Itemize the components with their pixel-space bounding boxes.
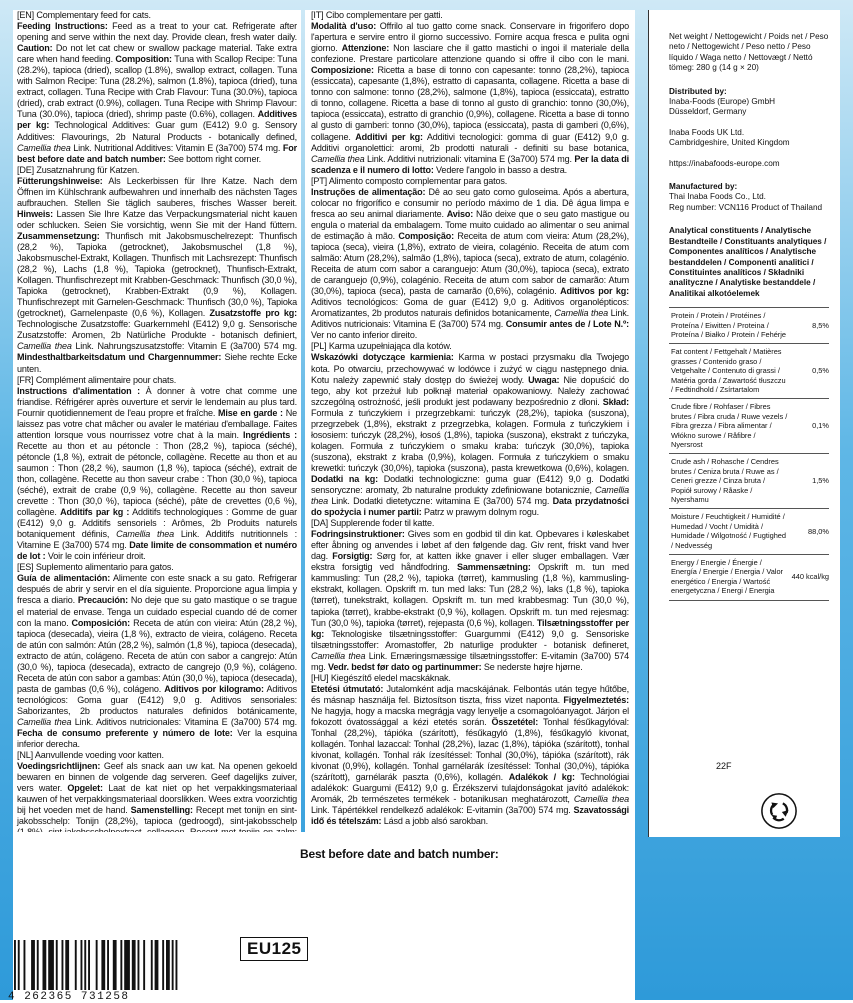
middle-paragraph [311,673,629,684]
text-run: Receita de atum com vieira: Atum (28,2%), tapioca (seca), vieira (1,8%), extrato de vieira, colagénio. Receita de atum com salmão: Atum (28,2%), salmão (1,8%), tapioca (seca), extrato de atum, colagénio. Receita de atum com sabor a caranguejo: Atum (30,0%), tapioca (seca), extrato de caranguejo (0,9%), colagénio. Receita de atum com sabor de camarão: Atum (30,0%), tapioca (seca), pasta de camarão (0,6%), colagénio. [311,230,629,297]
text-run: Karma w postaci przysmaku dla Twojego kota. Po otwarciu, przechowywać w lodówce i zużyć w ciągu następnego dnia. Kotu należy zapewnić stały dostęp do świeżej wody. [311,352,629,385]
eu-code-box: EU125 [240,937,308,961]
text-heading: Adalékok / kg: [508,772,575,783]
nutrient-label: Crude ash / Rohasche / Cendres brutes / Ceniza bruta / Ruwe as / Ceneri grezze / Cinza bruta / Popiół surowy / Råaske / Nyershamu [669,454,790,509]
text-run: [ES] Suplemento alimentario para gatos. [17,562,174,573]
text-run: Geef als snack aan uw kat. Na openen gekoeld bewaren en binnen de volgende dag serveren. Geef dagelijks zuiver, vers water. [17,761,297,794]
text-run: Dodatki technologiczne: guma guar (E412) 9,0 g. Dodatki sensoryczne: aromaty, 2b naturalne produkty zdefiniowane botanicznie, [311,473,629,496]
barcode-bar [162,940,164,990]
text-run: Aditivos tecnológicos: Goma guar (E412) 9,0 g. Aditivos sensoriales: Saborizantes, 2b productos naturales definidos botánicamente, [17,683,298,716]
text-run: Technological Additives: Guar gum (E412) 9.0 g. Sensory Additives: Flavourings, 2b Natural Products - botanically defined, [17,120,297,142]
text-run: Link. Nahrungszusatzstoffe: Vitamin E (3a700) 574 mg. [71,341,297,352]
text-heading: Figyelmeztetés: [563,694,629,705]
nutrient-value: 8,5% [790,308,829,344]
text-run: Recept met tonijn en sint-jakobsschelp: Tonijn (28,2%), tapioca (gedroogd), sint-jakobsschelp [17,805,297,827]
barcode-bar [132,940,136,990]
text-heading: Szavatossági idő és tételszám: [311,805,629,827]
middle-paragraph [311,187,629,342]
text-heading: Precaución: [77,595,128,606]
text-run: Tuna with Scallop Recipe: Tuna (28.2%), tapioca (dried), scallop (1.8%), swallop extract, collagen. Tuna with Salmon Recipe: Tuna (28.2%), salmon (1.8%), tapioca (dried), tuna extract, collagen. Tuna Recipe with Crab Flavour: Tuna (30.0%), tapioca (dried), crab extract (0.9%), collagen. Tuna Recipe with Shrimp Flavour: Tuna (30.0%), tapioca (dried), shrimp paste (0.6%), collagen. [17,54,297,120]
nutrient-value: 1,5% [790,454,829,509]
text-run: Link. Nutritional Additives: Vitamin E (3a700) 574 mg. [70,142,283,153]
text-heading: Modalità d'uso: [311,21,377,32]
website-link: https://inabafoods-europe.com [669,158,780,168]
distributor-block [669,87,830,169]
barcode-bar [176,940,178,990]
right-info-column [648,10,840,837]
middle-paragraph [311,176,629,187]
text-run: Não deixe que o seu gato mastigue ou engula o material da embalagem. Tome muito cuidado ao alimentar o seu animal de estimação à mão. [311,208,629,241]
text-run: Se nederste højre hjørne. [481,661,583,672]
middle-paragraph [311,10,629,21]
text-heading: Forsigtig: [332,551,373,562]
text-heading: Additivi per kg: [355,131,423,142]
left-paragraph [17,562,297,573]
barcode-bar [172,940,174,990]
text-run: Ver no canto inferior direito. [311,330,418,341]
middle-paragraph [311,529,629,673]
text-run: Lásd a jobb alsó sarokban. [381,816,488,827]
text-heading: Composizione: [311,65,374,76]
text-heading: Fecha de consumo preferente y número de lote: [17,728,233,739]
text-run: Thunfisch mit Jakobsmuschelrezept: Thunfisch (28,2 %), Tapioka (getrocknet), Jakobsmuschel (1,8 %), Jakobsmuschel-Extrakt, Kollagen. Thunfisch mit Lachsrezept: Thunfisch (28,2 %), Lachs (1,8 %), Tapioka (getrocknet), Thunfisch-Extrakt, Kollagen. Thunfischrezept mit Krabben-Geschmack: Thunfisch (30,0 %), Tapioka (getrocknet), Krabben-Extrakt (0,9 %), Kollagen. Thunfischrezept mit Garnelen-Geschmack: Thunfisch (30,0 %), Tapioka (getrocknet), Garnelenpaste (0,6 %), Kollagen. [17,230,297,319]
barcode [8,940,218,990]
text-run: Link. Ernæringsmæssige tilsætningsstoffer: E-vitamin (3a700) 574 mg. [311,650,629,672]
text-run: Link. Dodatki dietetyczne: witamina E (3a700) 574 mg. [328,496,553,507]
text-heading: Mindesthaltbarkeitsdatum und Chargennummer: [17,352,222,363]
barcode-bar [48,940,54,990]
barcode-bar [31,940,35,990]
text-heading: Uwaga: [528,374,560,385]
uk-distributor-name: Inaba Foods UK Ltd. [669,127,745,137]
text-run: Aditivos tecnológicos: Goma de guar (E412) 9,0 g. Aditivos organolépticos: Aromatizantes, 2b produtos naturais definidos botanicamente, [311,297,629,319]
left-paragraph [17,10,297,21]
text-run: Link. Tápértékkel rendelkező adalékok: E-vitamin (3a700) 574 mg. [311,805,574,816]
text-run: [IT] Cibo complementare per gatti. [311,10,443,20]
text-run: See bottom right corner. [165,153,262,164]
text-run: Link. Additifs nutritionnels : Vitamine E (3a700) 574 mg. [17,529,297,551]
nutrient-value: 0,1% [790,399,829,454]
barcode-bar [96,940,98,990]
text-run: [EN] Complementary feed for cats. [17,10,151,20]
text-heading: Fütterungshinweise: [17,175,103,186]
text-run: Offrilo al tuo gatto come snack. Conservare in frigorifero dopo l'apertura e servire entro il giorno successivo. Fornire acqua fresca e pulita ogni giorno. [311,21,629,54]
text-run: Ver la esquina inferior derecha. [17,728,297,750]
text-run: [PT] Alimento composto complementar para gatos. [311,175,508,186]
text-heading: Instruções de alimentação: [311,186,426,197]
text-run: Additivi tecnologici: gomma di guar (E412) 9,0 g. Additivi organolettici: aromi, 2b prodotti naturali - definiti su base botanica, [311,131,630,153]
barcode-bar [37,940,39,990]
text-run: Feed as a treat to your cat. Refrigerate after opening and serve within the next day. Provide clean, fresh water daily. [17,21,297,43]
text-run: Vedere l'angolo in basso a destra. [433,164,567,175]
text-run: Receta de atún con vieira: Atún (28,2 %), tapioca (desecada), vieira (1,8 %), extracto de vieira, colágeno. Receta de atún con salmón: Atún (28,2 %), salmón (1,8 %), tapioca (desecada), extracto de atún, colágeno. Receta de atún con sabor a cangrejo: Atún (30,0 %), tapioca (desecada), extracto de cangrejo (0,9 %), colágeno. Receta de atún con sabor a gambas: Atún (30,0 %), tapioca (desecada), pasta de gambas (0,6 %), colágeno. [17,617,297,694]
text-run: [NL] Aanvullende voeding voor katten. [17,750,164,761]
text-run: Link. Aditivos nutricionales: Vitamina E (3a700) 574 mg. [71,717,297,727]
text-run: Ne laissez pas votre chat mâcher ou avaler le matériau d'emballage. Faites attention lorsque vous nourrissez votre chat à la main. [17,407,297,440]
net-weight: Net weight / Nettogewicht / Poids net / Peso neto / Nettogewicht / Peso netto / Peso líquido / Waga netto / Nettovægt / Nettó tömeg: 280 g (14 g × 20) [669,32,829,73]
barcode-bar [138,940,140,990]
text-run: Camellia thea [311,650,366,661]
middle-paragraph [311,518,629,529]
uk-distributor-city: Cambridgeshire, United Kingdom [669,138,790,148]
text-run: Technologische Zusatzstoffe: Guarkernmehl (E412) 9,0 g. Sensorische Zusatzstoffe: Aromen, 2b Natürliche Produkte - botanisch definiert, [17,319,297,341]
barcode-bar [24,940,26,990]
text-run: Jutalomként adja macskájának. Felbontás után tegye hűtőbe, és másnap használja fel. Biztosítson tiszta, friss vizet naponta. [311,683,629,705]
text-heading: Opgelet: [67,783,103,794]
text-run: Alimente con este snack a su gato. Refrigerar después de abrir y servir en el día siguiente. Proporcione agua limpia y fresca a diario. [17,573,298,606]
text-run: À donner à votre chat comme une friandise. Réfrigérer après ouverture et servir le lendemain au plus tard. Fournir quotidiennement de l'eau propre et fraîche. [17,385,297,418]
text-run: Technológiai adalékok: Guargumi (E412) 9,0 g. Érzékszervi tulajdonságokat javító adalékok: Aromák, 2b természetes termékek - botanikusan meghatározott, [311,772,629,805]
text-run: Non lasciare che il gatto mastichi o ingoi il materiale della confezione. Prestare particolare attenzione quando si offre il cibo con le mani. [311,43,630,65]
barcode-bar [120,940,122,990]
text-run: Camellia thea [17,142,71,153]
text-run: Camellia thea [311,485,629,507]
middle-paragraph [311,684,629,828]
analytical-table [669,307,829,601]
text-heading: Ingrédients : [242,429,297,440]
text-run: Recette au thon et au pétoncle : Thon (28,2 %), tapioca (séché), pétoncle (1,8 %), extrait de pétoncle, collagène. Recette au thon et au saumon : Thon (28,2 %), saumon (1,8 %), tapioca (séché), extrait de thon, collagène. Recette au thon saveur crabe : Thon (30,0 %), tapioca (séché), extrait de crabe (0,9 %), collagène. Recette au thon saveur crevette : Thon (30,0 %), tapioca (séché), pâte de crevettes (0,6 %), collagène. [17,440,297,518]
text-run: Gives som en godbid til din kat. Opbevares i køleskabet efter åbning og anvendes i løbet af den følgende dag. Giv rent, friskt vand hver dag. [311,529,629,562]
left-paragraph [17,21,297,165]
nutrient-row [669,454,829,509]
text-run: [DE] Zusatznahrung für Katzen. [17,164,140,175]
text-run: Voir le coin inférieur droit. [45,551,146,562]
text-heading: Additifs par kg : [60,507,130,518]
barcode-bar [62,940,64,990]
text-heading: Fodringsinstruktioner: [311,529,405,540]
middle-paragraph [311,352,629,518]
text-run: Siehe rechte Ecke unten. [17,352,297,374]
analytical-heading: Analytical constituents / Analytische Bestandteile / Constituants analytiques / Componentes analíticos / Analytische bestanddelen / Componenti analitici / Constituintes analíticos / Składniki analityczne / Analytiske bestanddele / Analitikai alkotóelemek [669,226,827,298]
text-run: Additifs technologiques : Gomme de guar (E412) 9,0 g. Additifs sensoriels : Arômes, 2b Produits naturels botaniquement définis, [17,507,298,540]
text-heading: Composição: [398,230,455,241]
text-heading: Dodatki na kg: [311,473,378,484]
text-run: Opskrift m. tun med kammusling: Tun (28,2 %), tapioka (tørret), kammusling (1,8 %), kammusling-ekstrakt, kollagen. Opskrift m. tun med laks: Tun (28,2 %), laks (1,8 %), tapioka (tørret), tunekstrakt, kollagen. Opskrift m. tun med krabbesmag: Tun (30,0 %), tapioka (tørret), krabbe-ekstrakt (0,9 %), kollagen. Opskrift m. tun med rejesmag: Tun (30,0 %), tapioka (tørret), rejepasta (0,6 %), kollagen. [311,562,629,628]
nutrient-row [669,344,829,399]
text-heading: Sammensætning: [456,562,531,573]
nutrient-label: Energy / Energie / Énergie / Energía / Energie / Energia / Valor energético / Energia / Wartość energetyczna / Energi / Energia [669,555,790,601]
nutrient-row [669,555,829,601]
text-heading: Hinweis: [17,208,53,219]
nutrient-label: Fat content / Fettgehalt / Matières grasses / Contenido graso / Vetgehalte / Contenuto di grassi / Matéria gorda / Zawartość tłuszczu / Fedtindhold / Zsírtartalom [669,344,790,399]
barcode-bar [113,940,117,990]
text-run: Link. Additivi nutrizionali: vitamina E (3a700) 574 mg. [364,153,575,164]
text-run: Camellia thea [116,529,174,540]
distributor-city: Düsseldorf, Germany [669,107,747,117]
left-paragraph [17,573,297,750]
manufacturer-block [669,182,830,213]
text-heading: Zusammensetzung: [17,230,100,241]
text-heading: For best before date and batch number: [17,142,297,164]
barcode-bar [65,940,69,990]
barcode-bar [88,940,90,990]
text-heading: Per la data di scadenza e il numero di lotto: [311,153,630,175]
middle-text-column [305,10,635,832]
nutrient-value: 88,0% [790,509,829,555]
text-run: Tonhal fésűkagylóval: Tonhal (28,2%), tápióka (szárított), fésűkagyló (1,8%), fésűkagyló kivonat, kollagén. Tonhal lazaccal: Tonhal (28,2%), lazac (1,8%), tápióka (szárított), tonhal kivonat, kollagén. Tonhal rák ízesítéssel: Tonhal (30,0%), tápióka (szárított), rák kivonat (0,9%), kollagén. Tonhal garnélarák ízesítéssel: Tonhal (30,0%), tápióka (szárított), garnélarák paszta (0,6%), kollagén. [311,717,629,783]
text-run: Camellia thea [17,341,72,352]
text-run: [PL] Karma uzupełniająca dla kotów. [311,341,452,352]
text-heading: Összetétel: [491,717,539,727]
text-heading: Date limite de consommation et numéro de lot : [17,540,297,562]
text-run: No deje que su gato mastique o se trague el material de envase. Tenga un cuidado especial cuando dé de comer con la mano. [17,595,297,628]
text-heading: Guía de alimentación: [17,573,111,584]
barcode-bar [107,940,109,990]
nutrient-row [669,308,829,344]
batch-code: 22F [716,761,732,771]
text-heading: Instructions d'alimentation : [17,385,140,396]
text-heading: Data przydatności do spożycia i numer partii: [311,496,630,518]
text-run: Nie dopuścić do tego, aby kot przeżuł lub połknął materiał opakowaniowy. Należy zachować szczególną ostrożność, jeśli produkt jest podawany bezpośrednio z dłoni. [311,374,629,407]
left-text-column [13,10,301,832]
text-run: Camellia thea [17,717,72,727]
text-heading: Composición: [71,617,131,628]
barcode-bar [81,940,83,990]
barcode-bar [151,940,153,990]
left-paragraph [17,386,297,563]
text-run: Do not let cat chew or swallow package material. Take extra care when hand feeding. [17,43,297,65]
nutrient-value: 440 kcal/kg [790,555,829,601]
barcode-bar [143,940,145,990]
text-heading: Attenzione: [341,43,390,54]
left-paragraph [17,750,297,761]
manufacturer-name: Thai Inaba Foods Co., Ltd. [669,192,766,202]
text-run: Patrz w prawym dolnym rogu. [421,507,540,518]
left-paragraph [17,165,297,176]
nutrient-row [669,509,829,555]
barcode-bar [14,940,16,990]
text-run: Link. Aditivos nutricionais: Vitamina E (3a700) 574 mg. [311,308,629,330]
barcode-digits: 4 262365 731258 [8,991,130,1003]
text-heading: Skład: [602,396,629,407]
text-heading: Zusatzstoffe pro kg: [209,308,297,319]
distributor-name: Inaba-Foods (Europe) GmbH [669,97,776,107]
nutrient-label: Moisture / Feuchtigkeit / Humidité / Humedad / Vocht / Umidità / Humidade / Wilgotność / Fugtighed / Nedvesség [669,509,790,555]
left-paragraph [17,176,297,375]
text-heading: Feeding Instructions: [17,21,108,32]
text-heading: Aditivos por kilogramo: [164,683,264,694]
text-heading: Tilsætningsstoffer per kg: [311,617,629,639]
recycle-icon [760,792,798,830]
barcode-bar [84,940,86,990]
text-heading: Wskazówki dotyczące karmienia: [311,352,454,363]
text-heading: Mise en garde : [218,407,283,418]
text-run: Ricetta a base di tonno con capesante: tonno (28,2%), tapioca (essiccata), capesante (1,8%), estratto di capasanta, collagene. Ricetta a base di tonno con salmone: tonno (28,2%), salmone (1,8%), tapioca (essiccata), estratto di tonno, collagene. Ricetta a base di tonno al gusto di granchio: tonno (30,0%), tapioca (essiccata), estratto di granchio (0,9%), collagene. Ricetta a base di tonno al gusto di gamberi: tonno (30,0%), tapioca (essiccata), pasta di gamberi (0,6%), collagene. [311,65,629,142]
text-run: Ne hagyja, hogy a macska megrágja vagy lenyelje a csomagolóanyagot. Járjon el fokozott óvatossággal a kézi etetés során. [311,705,629,727]
text-heading: Consumir antes de / Lote N.º: [505,319,629,330]
text-run: Camellia thea [311,153,365,164]
barcode-bar [75,940,77,990]
text-run: Dê ao seu gato como guloseima. Após a abertura, colocar no frigorífico e consumir no período máximo de 1 dia. Dê água limpa e fresca ao seu animal diariamente. [311,186,629,219]
text-run: Sørg for, at katten ikke gnaver i eller sluger emballagen. Vær ekstra forsigtig ved håndfodring. [311,551,629,573]
text-run: [FR] Complément alimentaire pour chats. [17,374,177,385]
nutrient-row [669,399,829,454]
manufacturer-reg: Reg number: VCN116 Product of Thailand [669,202,823,212]
text-heading: Voedingsrichtlijnen: [17,761,101,772]
text-heading: Vedr. bedst før dato og partinummer: [328,661,482,672]
barcode-bar [18,940,20,990]
text-run: Camellia thea [554,308,608,319]
left-paragraph [17,375,297,386]
barcode-bar [101,940,105,990]
manufacturer-label: Manufactured by: [669,182,738,192]
text-run: Formuła z tuńczykiem i przegrzebkami: tuńczyk (28,2%), tapioka (suszona), przegrzebek (1,8%), ekstrakt z przegrzebka, kolagen. Formuła z tuńczykiem i łososiem: tuńczyk (28,2%), łosoś (1,8%), tapioka (suszona), ekstrakt z tuńczyka, kolagen. Formuła z tuńczykiem o smaku kraba: tuńczyk (30,0%), tapioka (suszona), ekstrakt z kraba (0,9%), kolagen. Formuła z tuńczykiem o smaku krewetki: tuńczyk (30,0%), tapioka (suszona), pasta krewetkowa (0,6%), kolagen. [311,407,629,473]
best-before-label: Best before date and batch number: [300,847,499,861]
text-run: [DA] Supplerende foder til katte. [311,518,435,529]
text-heading: Additives per kg: [17,109,297,131]
text-run: Als Leckerbissen für Ihre Katze. Nach dem Öffnen im Kühlschrank aufbewahren und innerhalb des nächsten Tages aufbrauchen. Stellen Sie täglich sauberes, frisches Wasser bereit. [17,175,297,208]
text-heading: Samenstelling: [130,805,193,816]
text-heading: Etetési útmutató: [311,683,384,694]
middle-paragraph [311,341,629,352]
text-heading: Composition: [115,54,172,65]
barcode-bar [155,940,159,990]
text-run: Laat de kat niet op het verpakkingsmateriaal kauwen of het verpakkingsmateriaal doorslikken. Wees extra voorzichtig bij het voeden met de hand. [17,783,297,816]
text-run: Lassen Sie Ihre Katze das Verpackungsmaterial nicht kauen oder schlucken. Seien Sie vorsichtig, wenn Sie mit der Hand füttern. [17,208,297,230]
barcode-bar [43,940,47,990]
barcode-bar [56,940,58,990]
barcode-bar [124,940,130,990]
text-heading: Aditivos por kg: [560,286,629,297]
nutrient-label: Protein / Protein / Protéines / Proteína / Eiwitten / Proteina / Proteína / Białko / Protein / Fehérje [669,308,790,344]
text-run: Camellia thea [573,794,629,805]
text-heading: Caution: [17,43,53,54]
distributed-by-label: Distributed by: [669,86,727,96]
barcode-bar [166,940,170,990]
nutrient-label: Crude fibre / Rohfaser / Fibres brutes / Fibra cruda / Ruwe vezels / Fibra grezza / Fibra alimentar / Włókno surowe / Råfibre / Nyersrost [669,399,790,454]
nutrient-value: 0,5% [790,344,829,399]
text-run: [HU] Kiegészítő eledel macskáknak. [311,672,451,683]
middle-paragraph [311,21,629,176]
text-heading: Aviso: [446,208,474,219]
text-run: Teknologiske tilsætningsstoffer: Guargummi (E412) 9,0 g. Sensoriske tilsætningsstoffer: Aromastoffer, 2b naturlige produkter - botanisk defineret, [311,628,629,650]
